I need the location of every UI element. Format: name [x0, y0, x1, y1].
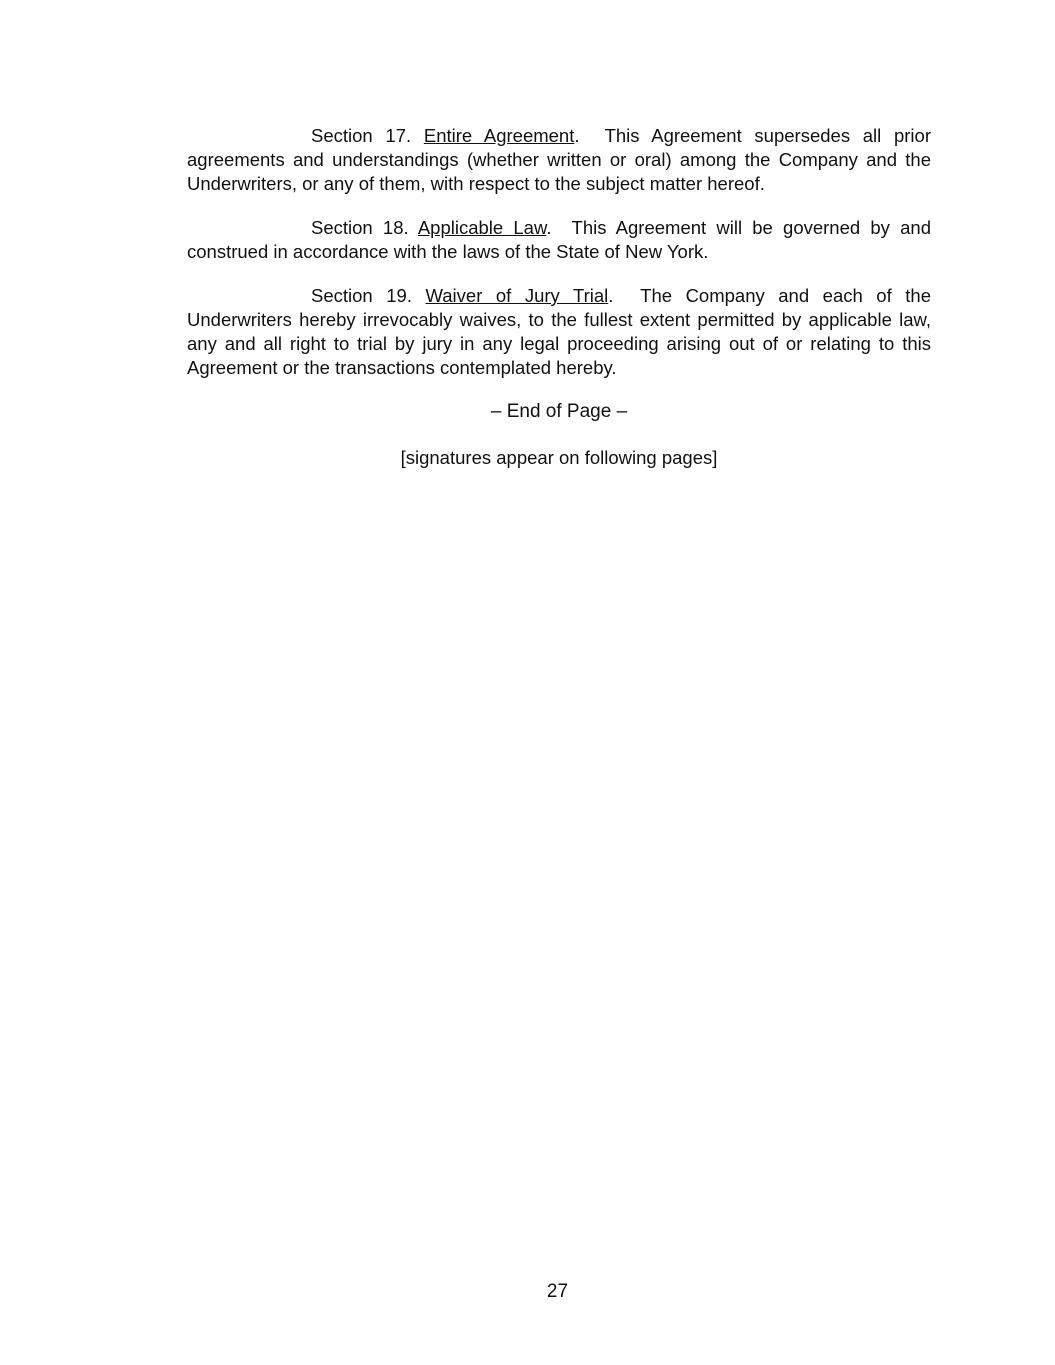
document-body	[187, 124, 931, 492]
section-18-heading: Applicable Law	[417, 217, 547, 238]
section-17-number: Section 17.	[311, 125, 412, 146]
signatures-note: [signatures appear on following pages]	[400, 447, 718, 468]
section-18-heading-suffix: .	[546, 217, 552, 238]
section-19-heading: Waiver of Jury Trial	[425, 285, 609, 306]
section-17-text: This Agreement supersedes all prior agreements and understandings (whether written or oral) among the Company and the Underwriters, or any of them, with respect to the subject matter hereof.	[187, 125, 931, 194]
section-18-text: This Agreement will be governed by and construed in accordance with the laws of the State of New York.	[187, 217, 931, 262]
page-number: 27	[546, 1281, 569, 1302]
section-17-heading: Entire Agreement	[423, 125, 575, 146]
section-19	[187, 284, 931, 380]
section-19-number: Section 19.	[311, 285, 412, 306]
end-of-page-marker: – End of Page –	[490, 401, 628, 422]
section-18-number: Section 18.	[311, 217, 409, 238]
section-19-heading-suffix: .	[608, 285, 614, 306]
section-18	[187, 216, 931, 264]
section-17-heading-suffix: .	[574, 125, 580, 146]
section-17	[187, 124, 931, 196]
section-19-text: The Company and each of the Underwriters hereby irrevocably waives, to the fullest extent permitted by applicable law, any and all right to trial by jury in any legal proceeding arising out of or relating to this Agreement or the transactions contemplated hereby.	[187, 285, 931, 378]
